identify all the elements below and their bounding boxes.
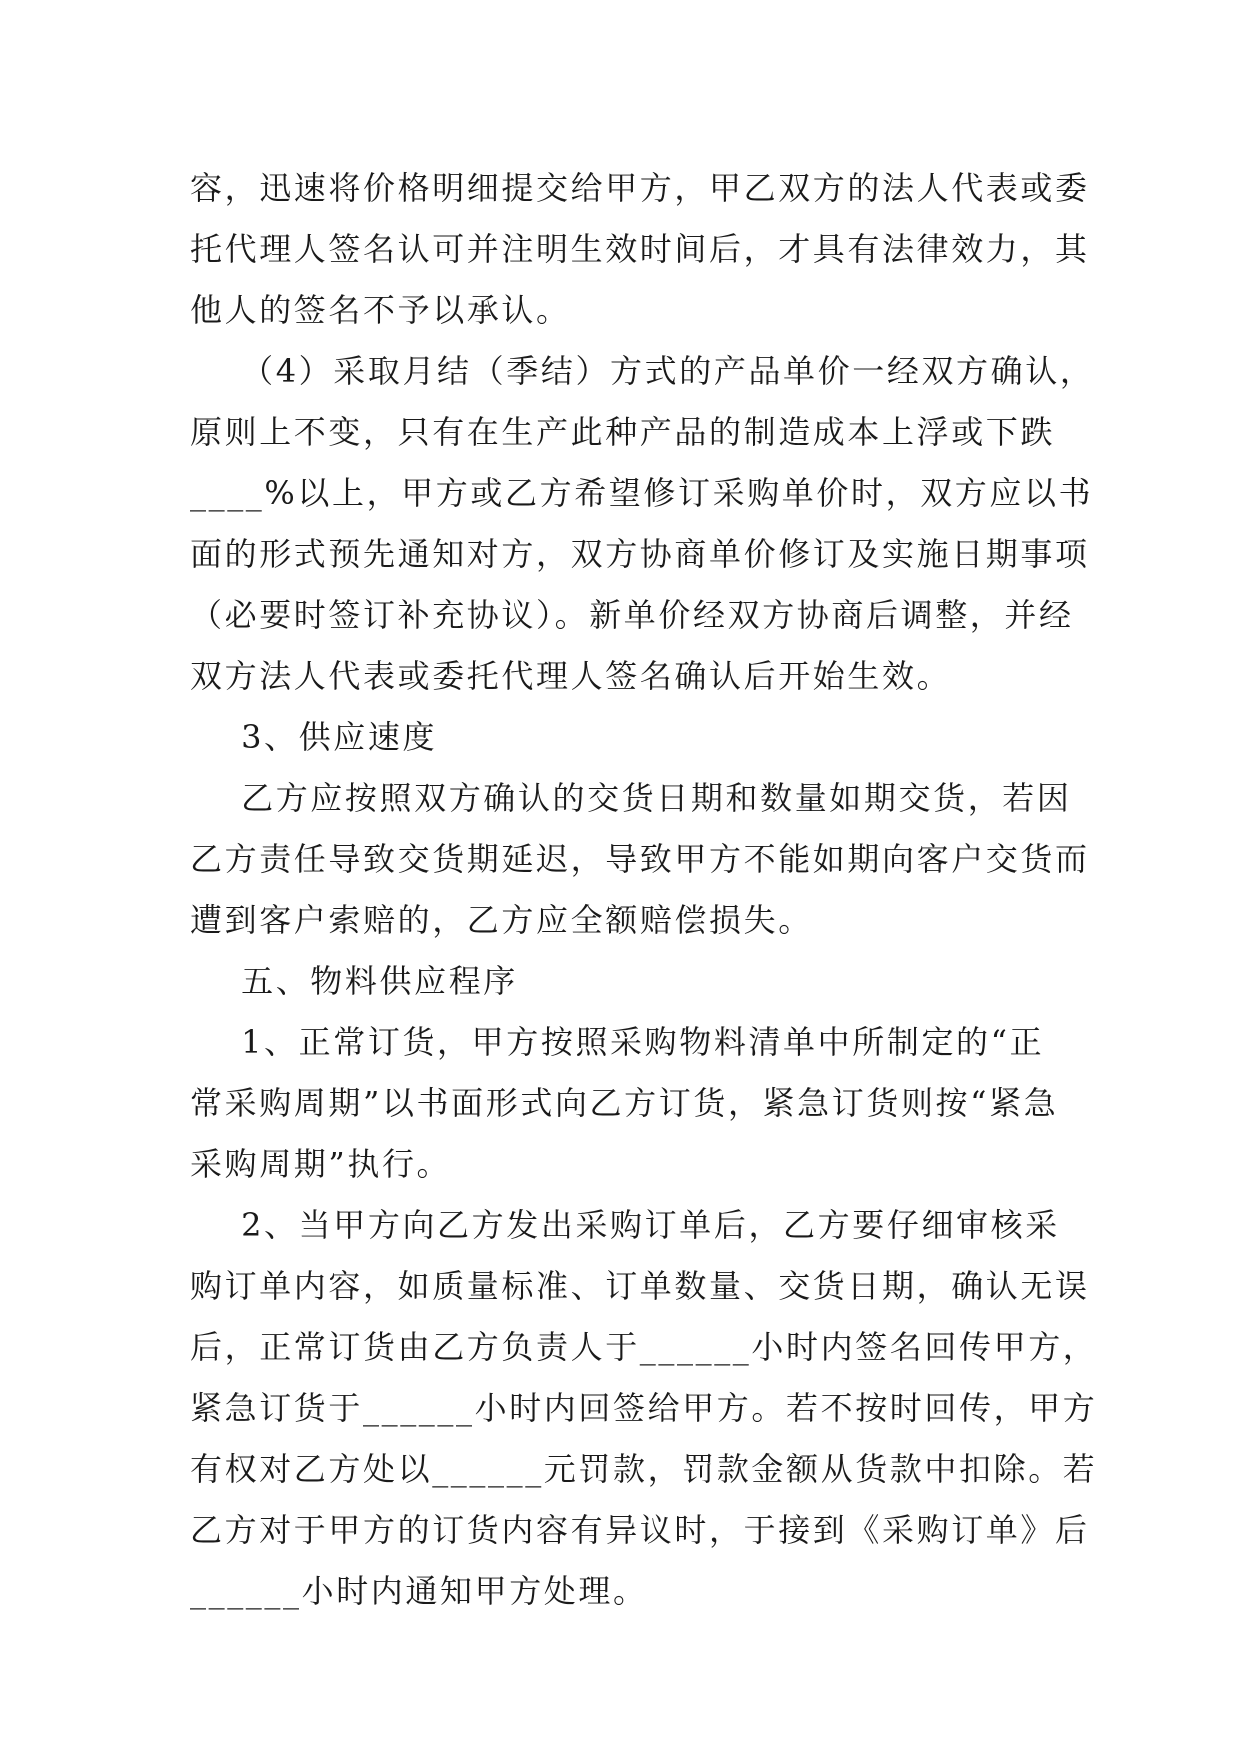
text-line: 容，迅速将价格明细提交给甲方，甲乙双方的法人代表或委 [190, 169, 1090, 207]
text-line: ______小时内通知甲方处理。 [190, 1572, 648, 1610]
text-line: 购订单内容，如质量标准、订单数量、交货日期，确认无误 [190, 1267, 1090, 1305]
section-heading: 3、供应速度 [190, 718, 438, 756]
text-line: ____%以上，甲方或乙方希望修订采购单价时，双方应以书 [190, 474, 1094, 512]
text-line: 面的形式预先通知对方，双方协商单价修订及实施日期事项 [190, 535, 1090, 573]
section-heading: 五、物料供应程序 [190, 962, 518, 1000]
text-line: 有权对乙方处以______元罚款，罚款金额从货款中扣除。若 [190, 1450, 1098, 1488]
text-line: 紧急订货于______小时内回签给甲方。若不按时回传，甲方 [190, 1389, 1098, 1427]
text-line: （4）采取月结（季结）方式的产品单价一经双方确认， [190, 352, 1095, 390]
text-line: 遭到客户索赔的，乙方应全额赔偿损失。 [190, 901, 813, 939]
text-line: 乙方对于甲方的订货内容有异议时，于接到《采购订单》后 [190, 1511, 1090, 1549]
text-line: 常采购周期”以书面形式向乙方订货，紧急订货则按“紧急 [190, 1084, 1059, 1122]
text-line: 乙方责任导致交货期延迟，导致甲方不能如期向客户交货而 [190, 840, 1090, 878]
text-line: 他人的签名不予以承认。 [190, 291, 571, 329]
text-line: 后，正常订货由乙方负责人于______小时内签名回传甲方， [190, 1328, 1098, 1366]
text-line: （必要时签订补充协议）。新单价经双方协商后调整，并经 [190, 596, 1074, 634]
text-line: 双方法人代表或委托代理人签名确认后开始生效。 [190, 657, 952, 695]
contract-text [190, 158, 1098, 1622]
text-line: 托代理人签名认可并注明生效时间后，才具有法律效力，其 [190, 230, 1090, 268]
text-line: 1、正常订货，甲方按照采购物料清单中所制定的“正 [190, 1023, 1045, 1061]
text-line: 采购周期”执行。 [190, 1145, 452, 1183]
text-line: 乙方应按照双方确认的交货日期和数量如期交货，若因 [190, 779, 1072, 817]
text-line: 2、当甲方向乙方发出采购订单后，乙方要仔细审核采 [190, 1206, 1060, 1244]
text-line: 原则上不变，只有在生产此种产品的制造成本上浮或下跌 [190, 413, 1056, 451]
